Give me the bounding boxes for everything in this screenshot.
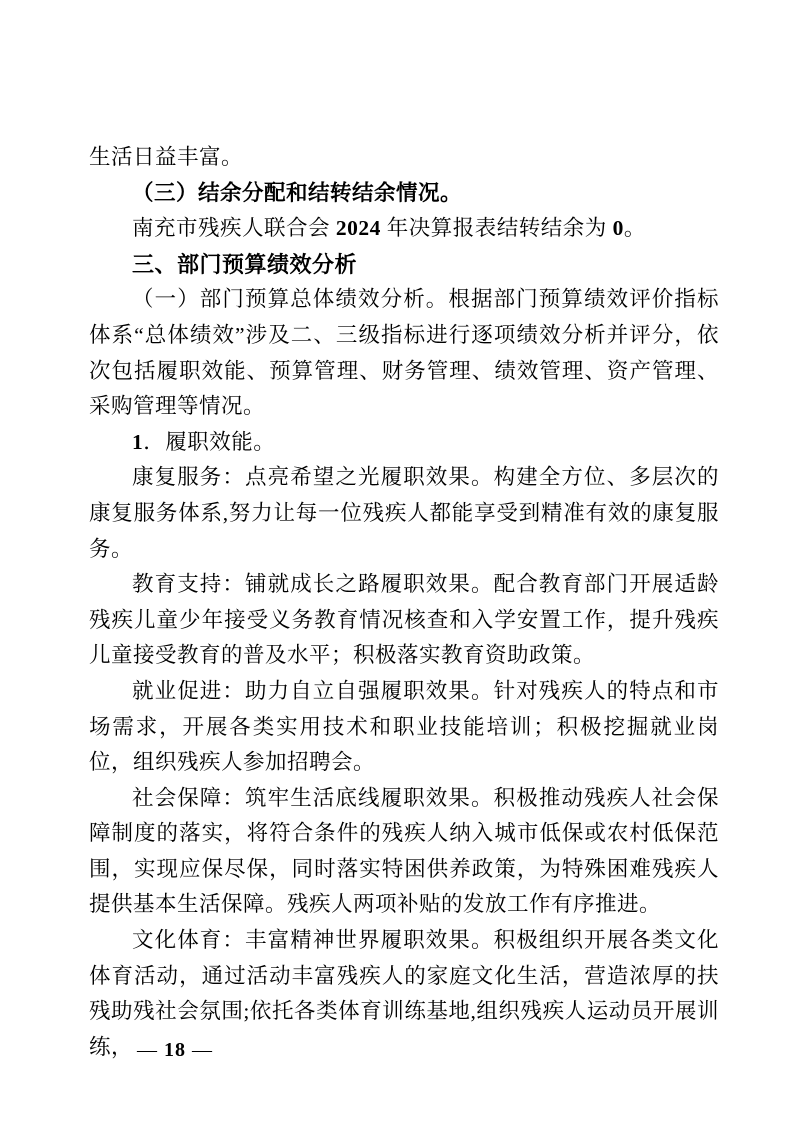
document-body — [89, 140, 719, 1065]
carryover-text-mid: 年决算报表结转结余为 — [380, 216, 613, 241]
carryover-amount: 0 — [612, 216, 624, 241]
subsection-heading-surplus: （三）结余分配和结转结余情况。 — [132, 180, 463, 205]
page-number-value: 18 — [164, 1039, 186, 1061]
page-number — [131, 1038, 219, 1062]
page-number-left-dash: — — [137, 1039, 158, 1061]
paragraph-overall-performance-analysis: （一）部门预算总体绩效分析。根据部门预算绩效评价指标体系“总体绩效”涉及二、三级指标进行逐项绩效分析并评分，依次包括履职效能、预算管理、财务管理、绩效管理、资产管理、采购管理等情况。 — [89, 287, 719, 419]
paragraph-culture-sports: 文化体育：丰富精神世界履职效果。积极组织开展各类文化体育活动，通过活动丰富残疾人的家庭文化生活，营造浓厚的扶残助残社会氛围;依托各类体育训练基地,组织残疾人运动员开展训练， — [89, 928, 719, 1059]
paragraph-rehab-services: 康复服务：点亮希望之光履职效果。构建全方位、多层次的康复服务体系,努力让每一位残疾人都能享受到精准有效的康复服务。 — [89, 465, 719, 561]
paragraph-social-security: 社会保障：筑牢生活底线履职效果。积极推动残疾人社会保障制度的落实，将符合条件的残疾人纳入城市低保或农村低保范围，实现应保尽保，同时落实特困供养政策，为特殊困难残疾人提供基本生活保障。残疾人两项补贴的发放工作有序推进。 — [89, 785, 719, 917]
paragraph-employment-promotion: 就业促进：助力自立自强履职效果。针对残疾人的特点和市场需求，开展各类实用技术和职业技能培训；积极挖掘就业岗位，组织残疾人参加招聘会。 — [89, 678, 719, 775]
year-value: 2024 — [335, 216, 381, 241]
list-heading-duty-effectiveness — [89, 425, 719, 461]
section-heading-performance-analysis: 三、部门预算绩效分析 — [132, 251, 358, 277]
list-item-title: ．履职效能。 — [143, 429, 276, 454]
paragraph-continuation: 生活日益丰富。 — [89, 145, 244, 169]
carryover-text-lead: 南充市残疾人联合会 — [132, 216, 336, 241]
list-item-number: 1 — [132, 429, 144, 454]
page-number-right-dash: — — [192, 1039, 213, 1061]
carryover-statement — [89, 211, 719, 247]
carryover-text-end: 。 — [623, 216, 646, 241]
paragraph-education-support: 教育支持：铺就成长之路履职效果。配合教育部门开展适龄残疾儿童少年接受义务教育情况核查和入学安置工作，提升残疾儿童接受教育的普及水平；积极落实教育资助政策。 — [89, 572, 719, 668]
